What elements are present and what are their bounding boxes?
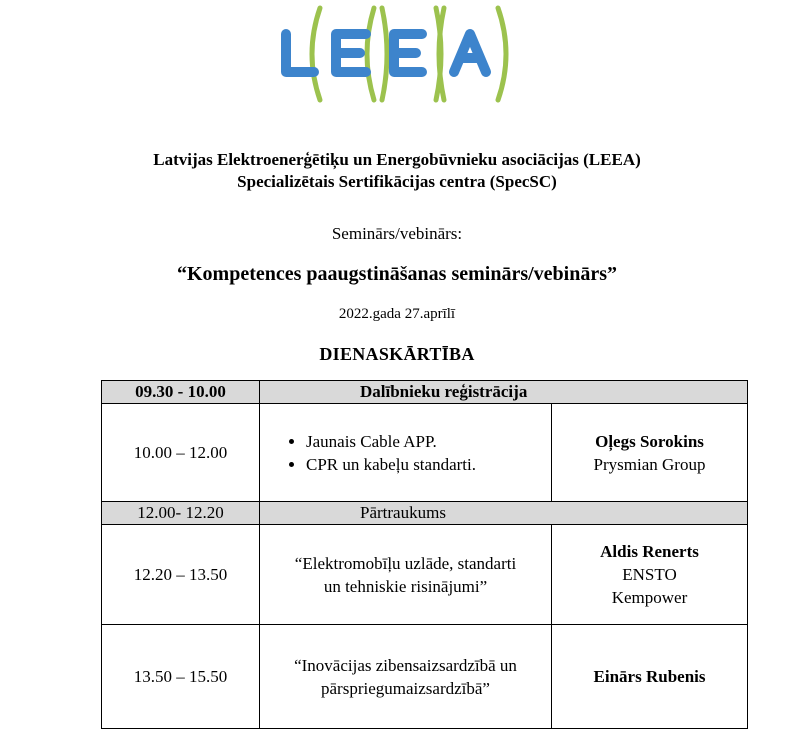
leea-logo	[274, 4, 524, 104]
session-3-time: 13.50 – 15.50	[102, 625, 260, 729]
session-3-speaker-cell	[552, 625, 748, 729]
logo-arc	[367, 8, 374, 100]
session-1-item: • Jaunais Cable APP.	[306, 430, 551, 453]
session-1-row	[102, 404, 748, 502]
session-2-company: ENSTO	[622, 565, 677, 584]
break-label: Pārtraukums	[260, 502, 748, 525]
session-1-time: 10.00 – 12.00	[102, 404, 260, 502]
event-date: 2022.gada 27.aprīlī	[338, 306, 456, 322]
session-2-speaker: Aldis Renerts	[600, 542, 699, 561]
registration-time: 09.30 - 10.00	[102, 381, 260, 404]
session-3-topic-line: pārspriegumaizsardzībā”	[321, 678, 490, 698]
logo-letter-e1	[336, 34, 366, 72]
session-2-row	[102, 525, 748, 625]
session-1-company: Prysmian Group	[593, 454, 706, 474]
session-2-company: Kempower	[611, 588, 688, 607]
organization-line-1: Latvijas Elektroenerģētiķu un Energobūvnieku asociācijas (LEEA)	[153, 150, 641, 169]
session-2-time: 12.20 – 13.50	[102, 525, 260, 625]
session-3-topic	[260, 625, 552, 729]
registration-label: Dalībnieku reģistrācija	[260, 381, 748, 404]
session-2-topic-line: “Elektromobīļu uzlāde, standarti	[294, 553, 517, 573]
logo-arc	[498, 8, 506, 100]
session-2-topic	[260, 525, 552, 625]
agenda-heading: DIENASKĀRTĪBA	[319, 344, 475, 364]
event-title: “Kompetences paaugstināšanas seminārs/vebinārs”	[176, 263, 618, 285]
event-kind: Seminārs/vebinārs:	[331, 224, 463, 243]
schedule-table	[101, 380, 748, 729]
session-3-topic-line: “Inovācijas zibensaizsardzībā un	[294, 655, 517, 675]
registration-row	[102, 381, 748, 404]
session-2-speaker-cell	[552, 525, 748, 625]
break-row	[102, 502, 748, 525]
session-3-speaker: Einārs Rubenis	[593, 667, 706, 686]
session-2-topic-line: un tehniskie risinājumi”	[323, 576, 488, 596]
logo-arc	[382, 8, 387, 100]
break-time: 12.00- 12.20	[102, 502, 260, 525]
session-1-speaker: Oļegs Sorokins	[595, 431, 704, 451]
organization-line-2: Specializētais Sertifikācijas centra (SpecSC)	[237, 172, 557, 191]
logo-arc	[312, 8, 320, 100]
session-1-topics	[260, 404, 552, 502]
session-3-row	[102, 625, 748, 729]
logo-letter-e2	[394, 34, 422, 72]
session-1-item: • CPR un kabeļu standarti.	[306, 453, 551, 476]
session-1-speaker-cell	[552, 404, 748, 502]
logo-letter-a	[454, 34, 486, 72]
